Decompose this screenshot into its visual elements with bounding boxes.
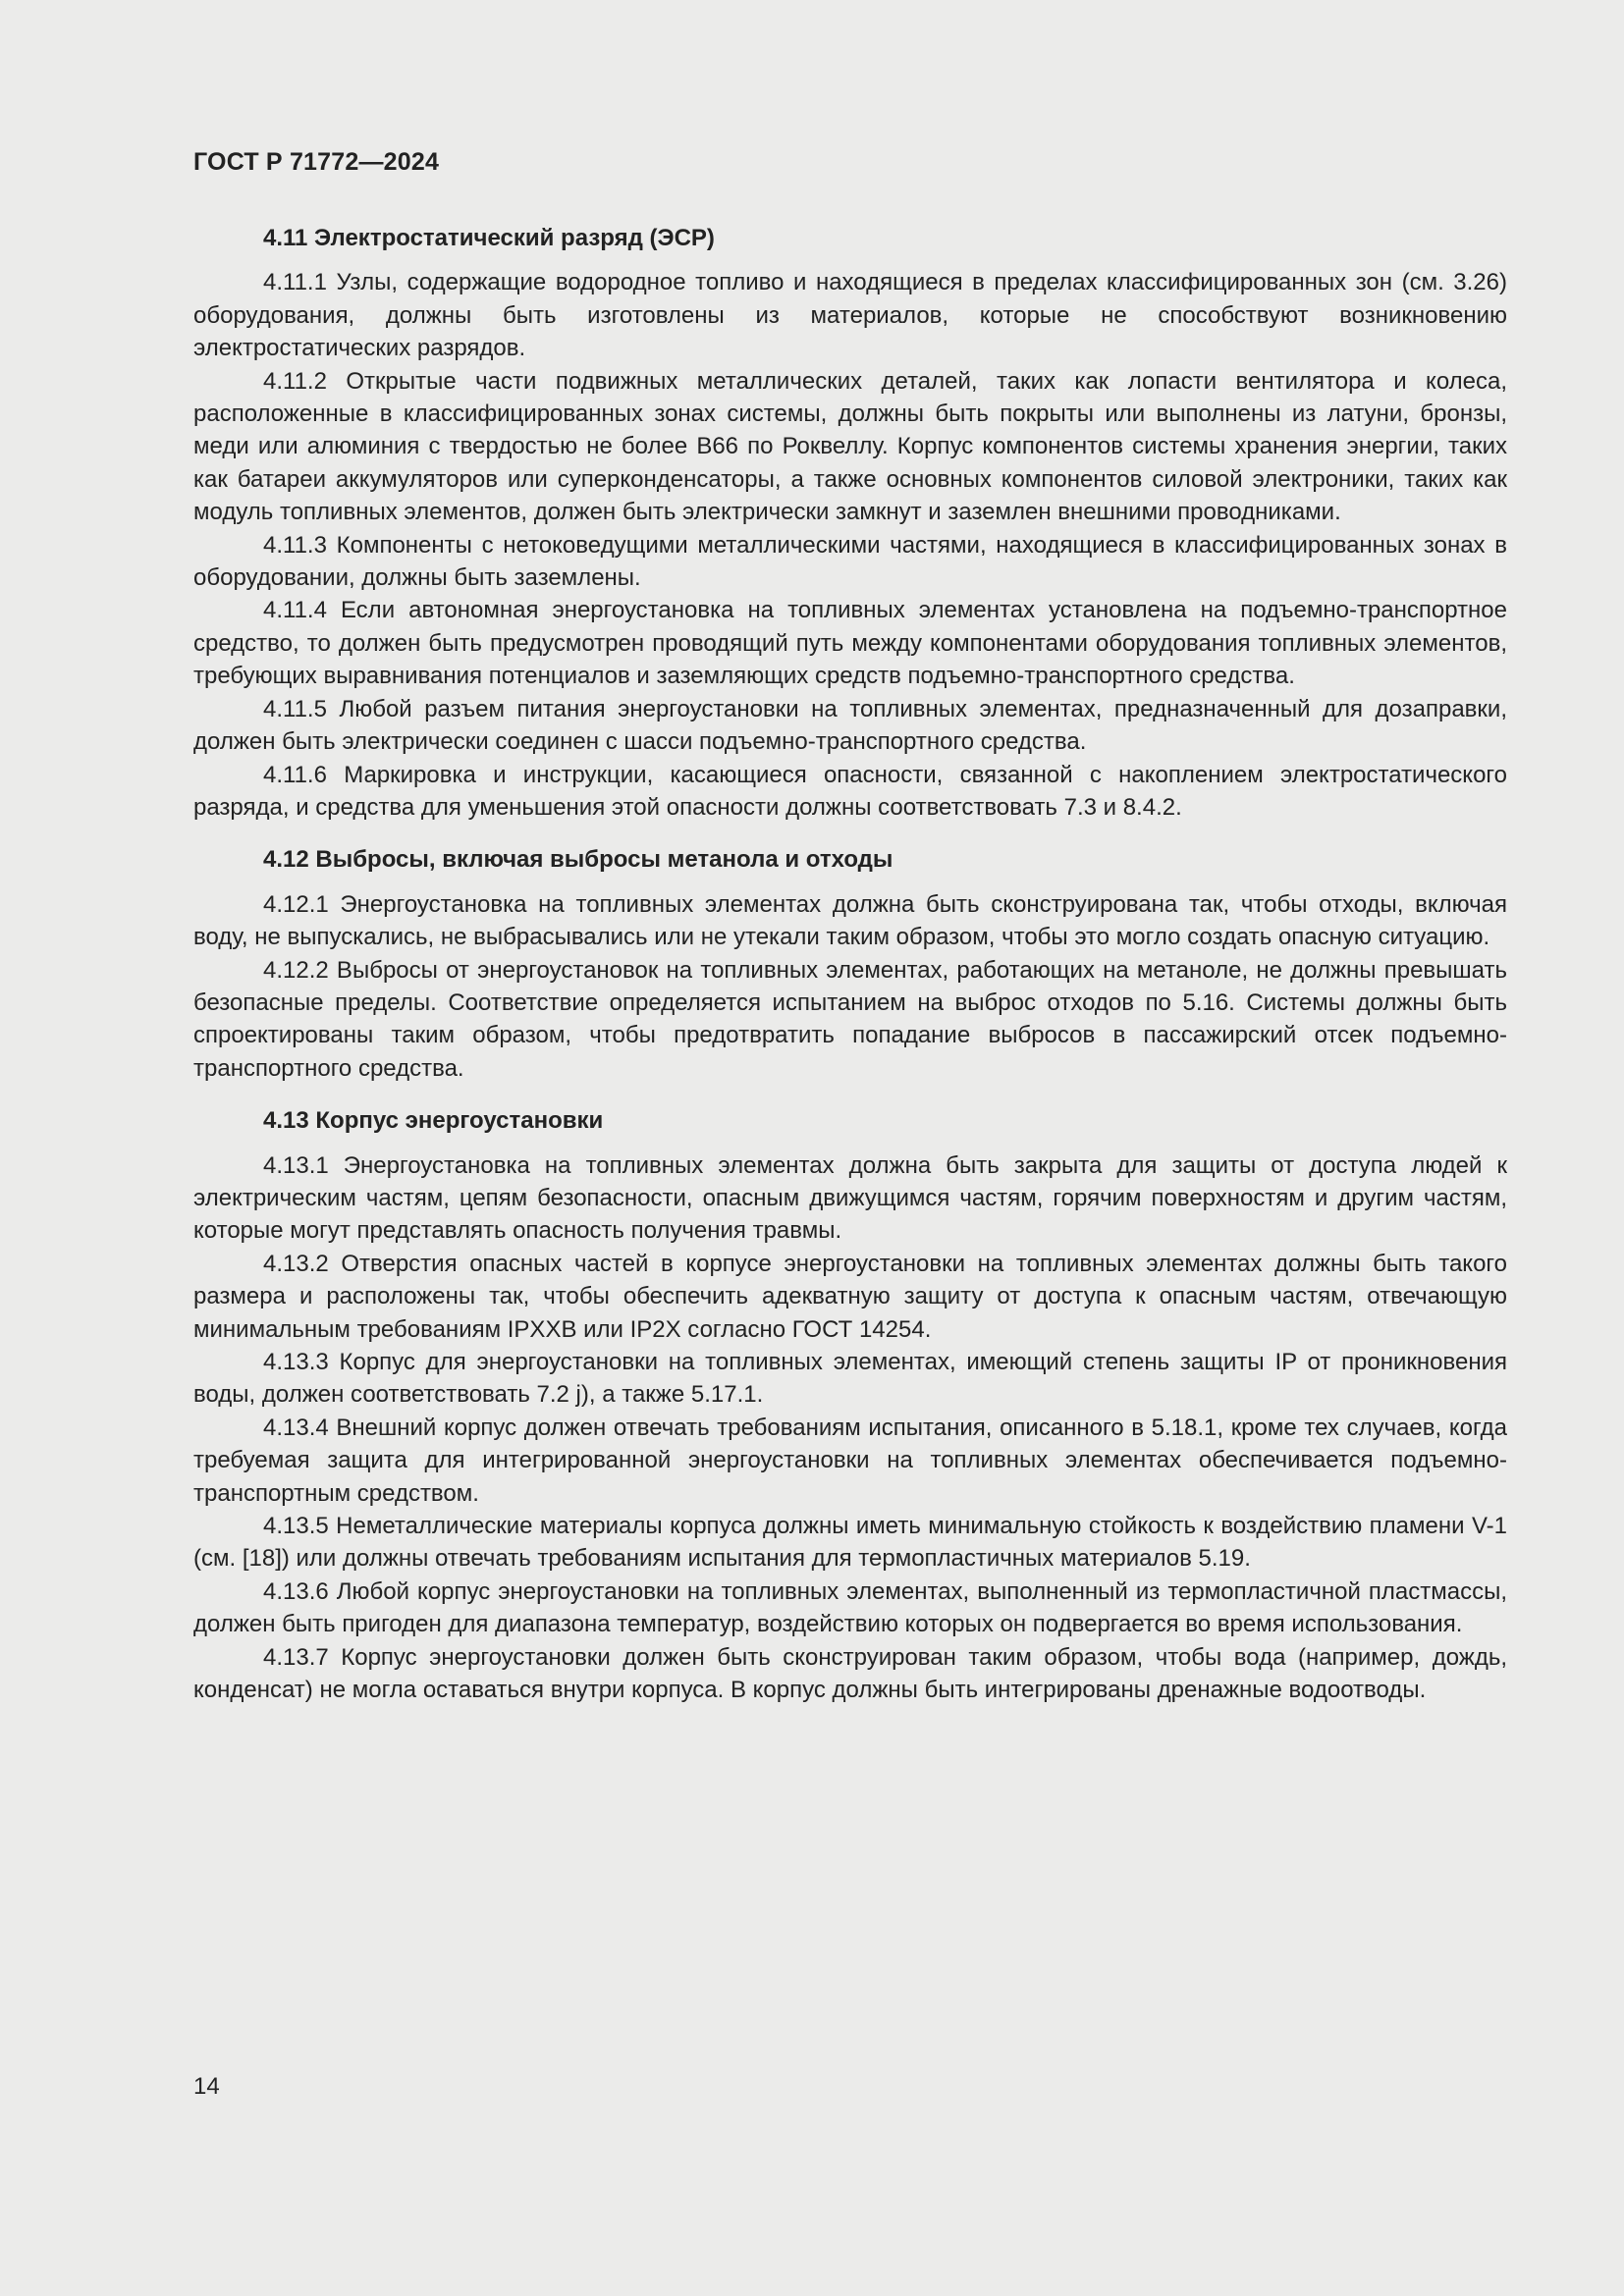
paragraph-4-11-6: 4.11.6 Маркировка и инструкции, касающиеся опасности, связанной с накоплением электростатического разряда, и средства для уменьшения этой опасности должны соответствовать 7.3 и 8.4.2.: [193, 761, 1507, 821]
paragraph-4-11-4: 4.11.4 Если автономная энергоустановка на топливных элементах установлена на подъемно-транспортное средство, то должен быть предусмотрен проводящий путь между компонентами оборудования топливных элементов, требующих выравнивания потенциалов и заземляющих средств подъемно-транспортного средства.: [193, 597, 1507, 690]
paragraph-4-13-5: 4.13.5 Неметаллические материалы корпуса должны иметь минимальную стойкость к воздействию пламени V-1 (см. [18]) или должны отвечать требованиям испытания для термопластичных материалов 5.19.: [193, 1513, 1507, 1573]
paragraph-4-13-3: 4.13.3 Корпус для энергоустановки на топливных элементах, имеющий степень защиты IP от проникновения воды, должен соответствовать 7.2 j), а также 5.17.1.: [193, 1349, 1507, 1409]
section-heading: 4.13 Корпус энергоустановки: [263, 1107, 604, 1135]
section-4-12: [193, 843, 1507, 1085]
paragraph-4-11-5: 4.11.5 Любой разъем питания энергоустановки на топливных элементах, предназначенный для дозаправки, должен быть электрически соединен с шасси подъемно-транспортного средства.: [193, 695, 1507, 756]
paragraph-4-13-6: 4.13.6 Любой корпус энергоустановки на топливных элементах, выполненный из термопластичной пластмассы, должен быть пригоден для диапазона температур, воздействию которых он подвергается во время использования.: [193, 1577, 1507, 1638]
document-body: [193, 222, 1507, 1726]
paragraph-4-11-2: 4.11.2 Открытые части подвижных металлических деталей, таких как лопасти вентилятора и колеса, расположенные в классифицированных зонах системы, должны быть покрыты или выполнены из латуни, бронзы, меди или алюминия с твердостью не более B66 по Роквеллу. Корпус компонентов системы хранения энергии, таких как батареи аккумуляторов или суперконденсаторы, а также основных компонентов силовой электроники, таких как модуль топливных элементов, должен быть электрически замкнут и заземлен внешними проводниками.: [193, 367, 1507, 526]
section-heading: 4.11 Электростатический разряд (ЭСР): [263, 225, 715, 251]
page-number: 14: [193, 2073, 220, 2100]
paragraph-4-13-4: 4.13.4 Внешний корпус должен отвечать требованиям испытания, описанного в 5.18.1, кроме тех случаев, когда требуемая защита для интегрированной энергоустановки на топливных элементах обеспечивается подъемно-транспортным средством.: [193, 1414, 1507, 1507]
section-4-11: [193, 222, 1507, 824]
document-number-header: ГОСТ Р 71772—2024: [193, 148, 440, 176]
paragraph-4-13-1: 4.13.1 Энергоустановка на топливных элементах должна быть закрыта для защиты от доступа людей к электрическим частям, цепям безопасности, опасным движущимся частям, горячим поверхностям и другим частям, которые могут представлять опасность получения травмы.: [193, 1151, 1507, 1245]
section-4-13: [193, 1104, 1507, 1706]
section-heading: 4.12 Выбросы, включая выбросы метанола и отходы: [263, 846, 893, 874]
paragraph-4-13-2: 4.13.2 Отверстия опасных частей в корпусе энергоустановки на топливных элементах должны быть такого размера и расположены так, чтобы обеспечить адекватную защиту от доступа к опасным частям, отвечающую минимальным требованиям IPXXB или IP2X согласно ГОСТ 14254.: [193, 1250, 1507, 1343]
paragraph-4-12-2: 4.12.2 Выбросы от энергоустановок на топливных элементах, работающих на метаноле, не должны превышать безопасные пределы. Соответствие определяется испытанием на выброс отходов по 5.16. Системы должны быть спроектированы таким образом, чтобы предотвратить попадание выбросов в пассажирский отсек подъемно-транспортного средства.: [193, 956, 1507, 1082]
paragraph-4-11-3: 4.11.3 Компоненты с нетоковедущими металлическими частями, находящиеся в классифицированных зонах в оборудовании, должны быть заземлены.: [193, 531, 1507, 592]
paragraph-4-11-1: 4.11.1 Узлы, содержащие водородное топливо и находящиеся в пределах классифицированных зон (см. 3.26) оборудования, должны быть изготовлены из материалов, которые не способствуют возникновению электростатических разрядов.: [193, 269, 1507, 362]
paragraph-4-12-1: 4.12.1 Энергоустановка на топливных элементах должна быть сконструирована так, чтобы отходы, включая воду, не выпускались, не выбрасывались или не утекали таким образом, чтобы это могло создать опасную ситуацию.: [193, 890, 1507, 951]
paragraph-4-13-7: 4.13.7 Корпус энергоустановки должен быть сконструирован таким образом, чтобы вода (например, дождь, конденсат) не могла оставаться внутри корпуса. В корпус должны быть интегрированы дренажные водоотводы.: [193, 1643, 1507, 1704]
